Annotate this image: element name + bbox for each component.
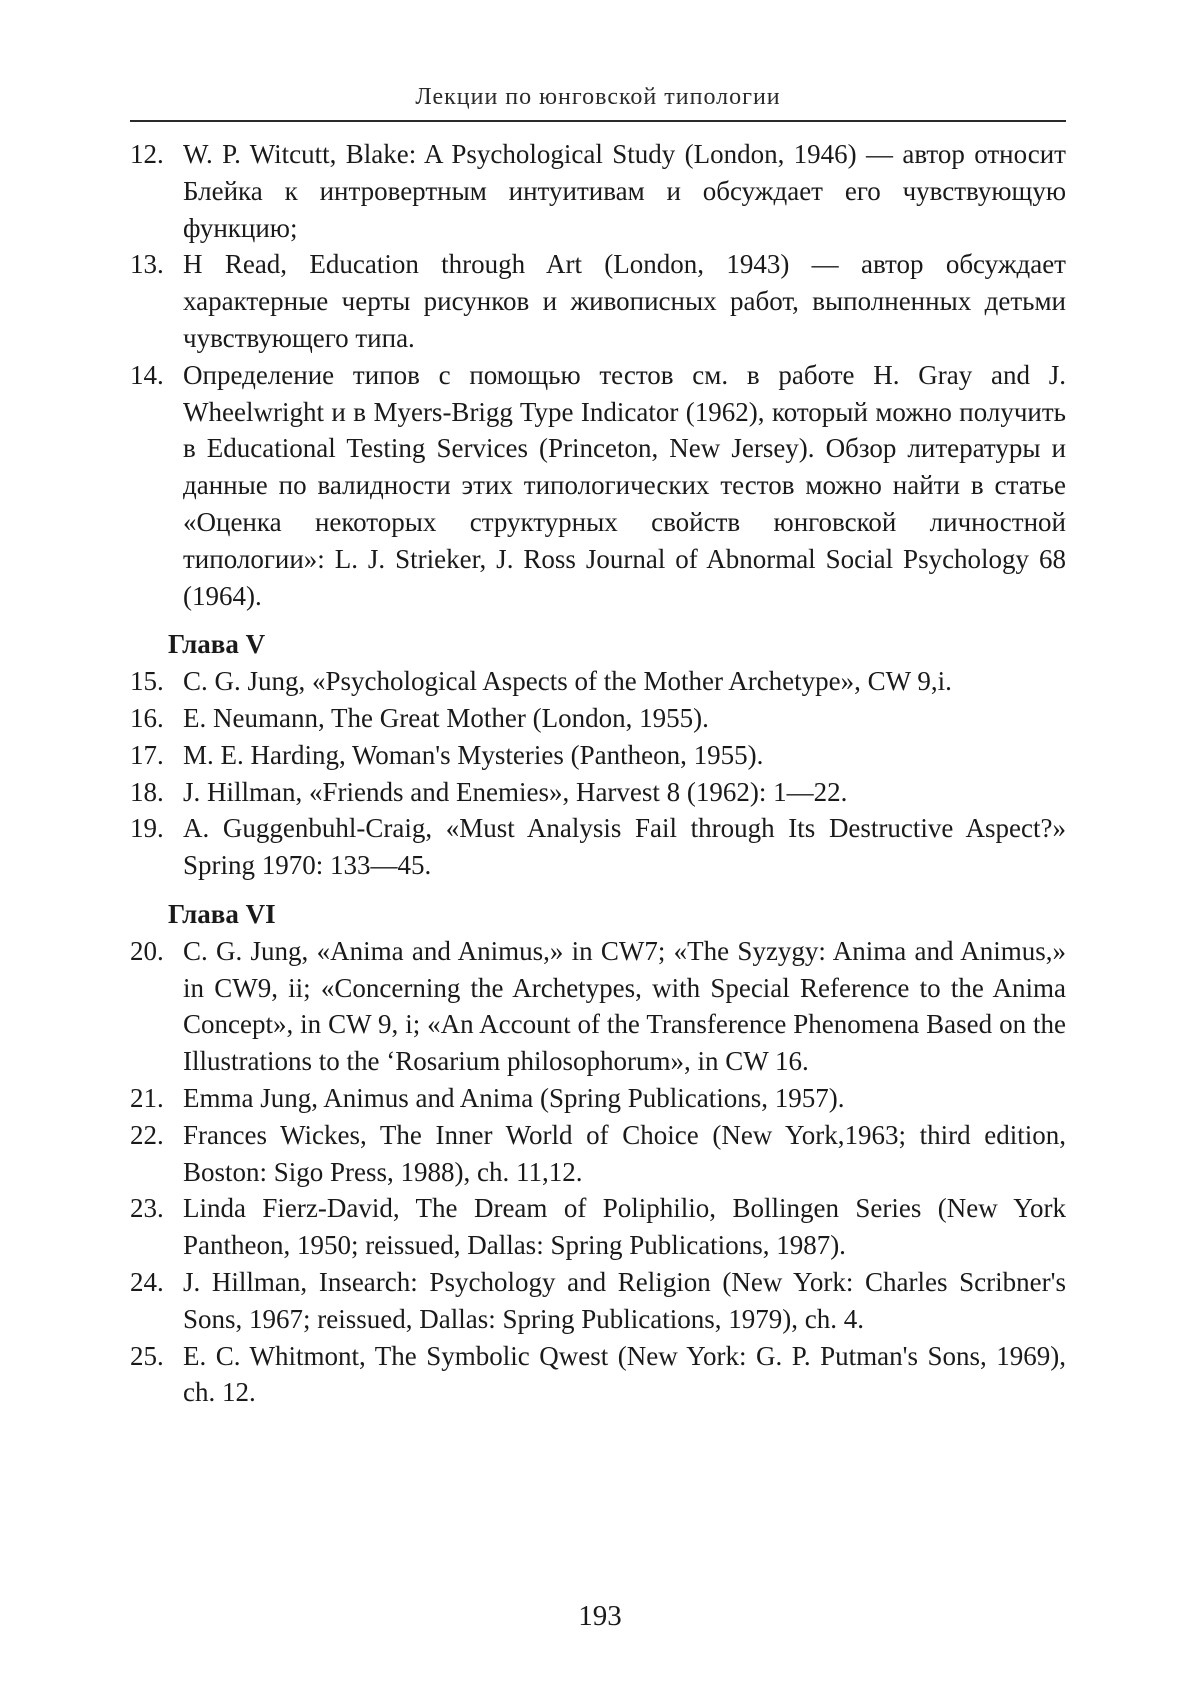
note-number: 12. bbox=[130, 139, 164, 169]
notes-content bbox=[130, 136, 1066, 1411]
note-entry bbox=[130, 136, 1066, 246]
note-entry bbox=[130, 1338, 1066, 1412]
note-text: Определение типов с помощью тестов см. в работе H. Gray and J. Wheelwright и в Myers-Brigg Type Indicator (1962), который можно получить в Educational Testing Services (Princeton, New Jersey). Обзор литературы и данные по валидности этих типологических тестов можно найти в статье «Оценка некоторых структурных свойств юнговской личностной типологии»: L. J. Strieker, J. Ross Journal of Abnormal Social Psychology 68 (1964). bbox=[183, 359, 1066, 611]
note-entry bbox=[130, 933, 1066, 1080]
note-text: M. E. Harding, Woman's Mysteries (Pantheon, 1955). bbox=[183, 739, 764, 770]
note-entry bbox=[130, 737, 1066, 774]
note-text: H Read, Education through Art (London, 1943) — автор обсуждает характерные черты рисунков и живописных работ, выполненных детьми чувствующего типа. bbox=[183, 249, 1066, 353]
running-head: Лекции по юнговской типологии bbox=[415, 84, 781, 110]
note-entry bbox=[130, 810, 1066, 884]
note-number: 16. bbox=[130, 702, 164, 733]
note-text: C. G. Jung, «Psychological Aspects of the Mother Archetype», CW 9,i. bbox=[183, 666, 952, 697]
note-number: 19. bbox=[130, 813, 164, 844]
page-number: 193 bbox=[578, 1600, 622, 1632]
note-entry bbox=[130, 246, 1066, 356]
note-number: 25. bbox=[130, 1340, 164, 1371]
note-entry bbox=[130, 663, 1066, 700]
note-entry bbox=[130, 1117, 1066, 1191]
note-text: J. Hillman, «Friends and Enemies», Harvest 8 (1962): 1—22. bbox=[183, 776, 848, 807]
note-number: 13. bbox=[130, 249, 164, 280]
note-text: A. Guggenbuhl-Craig, «Must Analysis Fail through Its Destructive Aspect?» Spring 1970: 133—45. bbox=[183, 813, 1066, 881]
note-text: W. P. Witcutt, Blake: A Psychological Study (London, 1946) — автор относит Блейка к интровертным интуитивам и обсуждает его чувствующую функцию; bbox=[183, 139, 1066, 243]
note-number: 24. bbox=[130, 1266, 164, 1297]
notes-section-continued bbox=[130, 136, 1066, 614]
note-text: Emma Jung, Animus and Anima (Spring Publications, 1957). bbox=[183, 1082, 845, 1113]
chapter-heading: Глава VI bbox=[168, 898, 276, 929]
note-number: 18. bbox=[130, 776, 164, 807]
note-number: 14. bbox=[130, 359, 164, 390]
note-text: C. G. Jung, «Anima and Animus,» in CW7; «The Syzygy: Anima and Animus,» in CW9, ii; «Concerning the Archetypes, with Special Reference to the Anima Concept», in CW 9, i; «An Account of the Transference Phenomena Based on the Illustrations to the ‘Rosarium philosophorum», in CW 16. bbox=[183, 935, 1066, 1077]
note-entry bbox=[130, 1080, 1066, 1117]
note-number: 20. bbox=[130, 935, 164, 966]
note-text: Linda Fierz-David, The Dream of Poliphilio, Bollingen Series (New York Pantheon, 1950; reissued, Dallas: Spring Publications, 1987). bbox=[183, 1193, 1066, 1261]
note-number: 15. bbox=[130, 666, 164, 697]
note-text: J. Hillman, Insearch: Psychology and Religion (New York: Charles Scribner's Sons, 1967; reissued, Dallas: Spring Publications, 1979), ch. 4. bbox=[183, 1266, 1066, 1334]
note-text: E. C. Whitmont, The Symbolic Qwest (New York: G. P. Putman's Sons, 1969), ch. 12. bbox=[183, 1340, 1066, 1408]
note-entry bbox=[130, 774, 1066, 811]
header-rule bbox=[130, 120, 1066, 122]
note-entry bbox=[130, 700, 1066, 737]
notes-section-chapter-5 bbox=[130, 626, 1066, 884]
note-entry bbox=[130, 1190, 1066, 1264]
notes-section-chapter-6 bbox=[130, 896, 1066, 1411]
note-text: Frances Wickes, The Inner World of Choice (New York,1963; third edition, Boston: Sigo Press, 1988), ch. 11,12. bbox=[183, 1119, 1066, 1187]
note-text: E. Neumann, The Great Mother (London, 1955). bbox=[183, 702, 709, 733]
note-number: 22. bbox=[130, 1119, 164, 1150]
chapter-heading: Глава V bbox=[168, 629, 266, 660]
note-number: 23. bbox=[130, 1193, 164, 1224]
note-entry bbox=[130, 1264, 1066, 1338]
note-number: 17. bbox=[130, 739, 164, 770]
note-number: 21. bbox=[130, 1082, 164, 1113]
note-entry bbox=[130, 357, 1066, 615]
